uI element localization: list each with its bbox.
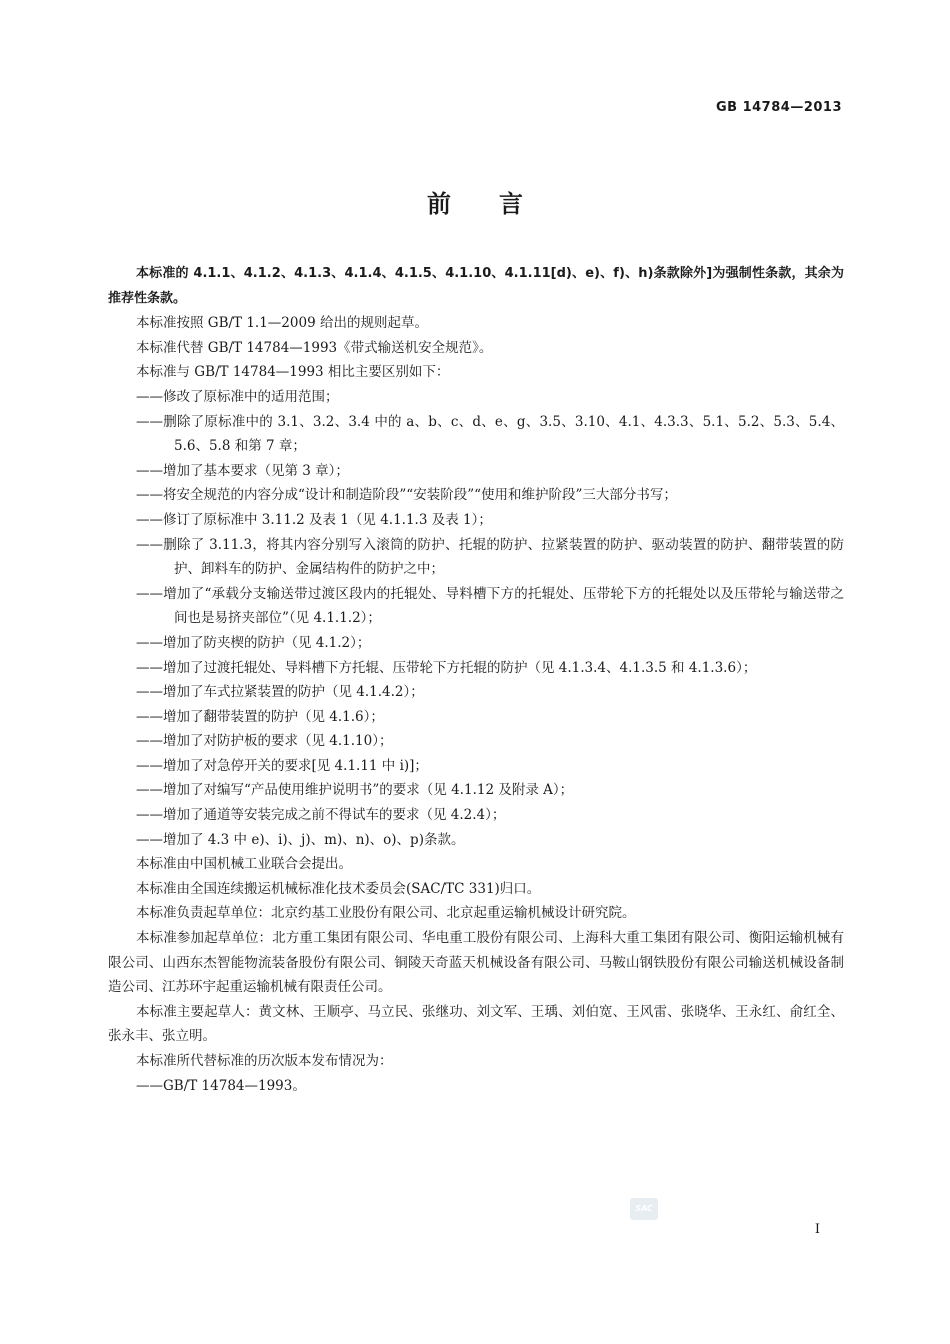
change-list-item: ——将安全规范的内容分成“设计和制造阶段”“安装阶段”“使用和维护阶段”三大部分书写； bbox=[136, 487, 677, 504]
foreword-body bbox=[108, 262, 844, 1098]
version-history-item: ——GB/T 14784—1993。 bbox=[136, 1077, 306, 1094]
page-number: I bbox=[814, 1222, 820, 1237]
page-title: 前言 bbox=[427, 190, 571, 218]
change-list-item: ——修改了原标准中的适用范围； bbox=[136, 388, 339, 405]
change-list-item: ——增加了 4.3 中 e)、i)、j)、m)、n)、o)、p)条款。 bbox=[136, 831, 465, 848]
main-drafters-paragraph: 本标准主要起草人：黄文林、王顺亭、马立民、张继功、刘文军、王瑀、刘伯宽、王风雷、张晓华、王永红、俞红全、张永丰、张立明。 bbox=[108, 1003, 844, 1045]
standard-code: GB 14784—2013 bbox=[715, 100, 842, 115]
lead-drafters-paragraph: 本标准负责起草单位：北京约基工业股份有限公司、北京起重运输机械设计研究院。 bbox=[136, 905, 636, 922]
differences-intro-paragraph: 本标准与 GB/T 14784—1993 相比主要区别如下： bbox=[136, 364, 450, 381]
participating-drafters-paragraph: 本标准参加起草单位：北方重工集团有限公司、华电重工股份有限公司、上海科大重工集团有限公司、衡阳运输机械有限公司、山西东杰智能物流装备股份有限公司、铜陵天奇蓝天机械设备有限公司、马鞍山钢铁股份有限公司输送机械设备制造公司、江苏环宇起重运输机械有限责任公司。 bbox=[108, 930, 844, 996]
change-list-item: ——增加了通道等安装完成之前不得试车的要求（见 4.2.4）； bbox=[136, 807, 506, 824]
change-list-item: ——修订了原标准中 3.11.2 及表 1（见 4.1.1.3 及表 1）； bbox=[136, 511, 492, 528]
change-list-item: ——增加了防夹楔的防护（见 4.1.2）； bbox=[136, 634, 371, 651]
change-list-item: ——增加了基本要求（见第 3 章）； bbox=[136, 462, 349, 479]
proposer-paragraph: 本标准由中国机械工业联合会提出。 bbox=[136, 856, 352, 873]
sac-logo-watermark: SAC bbox=[630, 1198, 658, 1220]
mandatory-clauses-paragraph: 本标准的 4.1.1、4.1.2、4.1.3、4.1.4、4.1.5、4.1.10、4.1.11[d)、e)、f)、h)条款除外]为强制性条款，其余为推荐性条款。 bbox=[108, 266, 844, 306]
change-list-item: ——删除了 3.11.3，将其内容分别写入滚筒的防护、托辊的防护、拉紧装置的防护、驱动装置的防护、翻带装置的防护、卸料车的防护、金属结构件的防护之中； bbox=[136, 536, 844, 578]
change-list-item: ——增加了对急停开关的要求[见 4.1.11 中 i)]； bbox=[136, 757, 428, 774]
change-list-item: ——增加了“承载分支输送带过渡区段内的托辊处、导料槽下方的托辊处、压带轮下方的托辊处以及压带轮与输送带之间也是易挤夹部位”（见 4.1.1.2）； bbox=[136, 585, 844, 627]
change-list-item: ——删除了原标准中的 3.1、3.2、3.4 中的 a、b、c、d、e、g、3.5、3.10、4.1、4.3.3、5.1、5.2、5.3、5.4、5.6、5.8 和第 7 章； bbox=[136, 413, 844, 455]
drafting-rules-paragraph: 本标准按照 GB/T 1.1—2009 给出的规则起草。 bbox=[136, 315, 428, 332]
replaces-paragraph: 本标准代替 GB/T 14784—1993《带式输送机安全规范》。 bbox=[136, 339, 493, 356]
change-list-item: ——增加了过渡托辊处、导料槽下方托辊、压带轮下方托辊的防护（见 4.1.3.4、4.1.3.5 和 4.1.3.6）； bbox=[136, 659, 757, 676]
change-list-item: ——增加了对编写“产品使用维护说明书”的要求（见 4.1.12 及附录 A）； bbox=[136, 782, 574, 799]
version-history-intro-paragraph: 本标准所代替标准的历次版本发布情况为： bbox=[136, 1053, 393, 1069]
committee-paragraph: 本标准由全国连续搬运机械标准化技术委员会(SAC/TC 331)归口。 bbox=[136, 880, 541, 897]
change-list-item: ——增加了对防护板的要求（见 4.1.10）； bbox=[136, 733, 393, 750]
change-list-item: ——增加了车式拉紧装置的防护（见 4.1.4.2）； bbox=[136, 684, 424, 701]
change-list-item: ——增加了翻带装置的防护（见 4.1.6）； bbox=[136, 708, 384, 725]
